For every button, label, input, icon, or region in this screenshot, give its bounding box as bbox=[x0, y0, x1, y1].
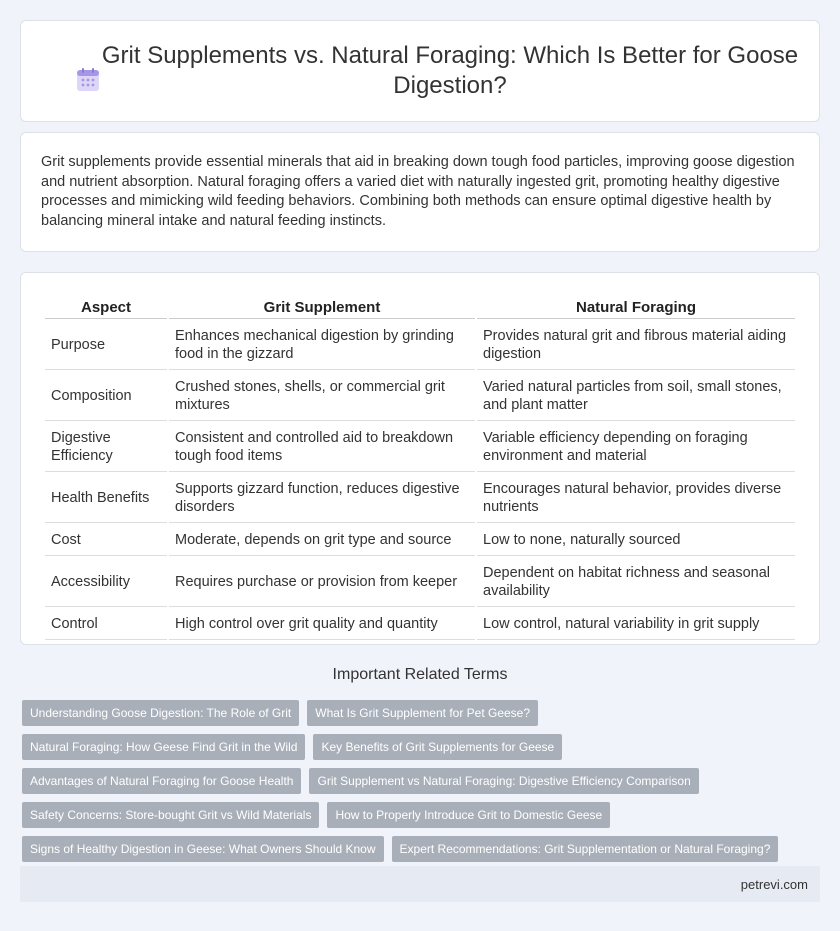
column-header-natural-foraging: Natural Foraging bbox=[477, 295, 795, 319]
row-grit-value: High control over grit quality and quantity bbox=[169, 609, 475, 640]
row-aspect: Control bbox=[45, 609, 167, 640]
calendar-icon bbox=[75, 67, 101, 93]
row-grit-value: Crushed stones, shells, or commercial grit mixtures bbox=[169, 372, 475, 421]
related-term-tag[interactable]: Key Benefits of Grit Supplements for Geese bbox=[313, 734, 562, 760]
row-foraging-value: Encourages natural behavior, provides diverse nutrients bbox=[477, 474, 795, 523]
intro-card bbox=[20, 132, 820, 252]
related-term-tag[interactable]: Safety Concerns: Store-bought Grit vs Wild Materials bbox=[22, 802, 319, 828]
column-header-aspect: Aspect bbox=[45, 295, 167, 319]
row-grit-value: Requires purchase or provision from keeper bbox=[169, 558, 475, 607]
related-terms-heading: Important Related Terms bbox=[332, 666, 508, 683]
row-foraging-value: Dependent on habitat richness and seasonal availability bbox=[477, 558, 795, 607]
row-grit-value: Supports gizzard function, reduces digestive disorders bbox=[169, 474, 475, 523]
row-aspect: Health Benefits bbox=[45, 474, 167, 523]
row-grit-value: Moderate, depends on grit type and source bbox=[169, 525, 475, 556]
related-term-tag[interactable]: Natural Foraging: How Geese Find Grit in the Wild bbox=[22, 734, 305, 760]
row-foraging-value: Low to none, naturally sourced bbox=[477, 525, 795, 556]
table-row bbox=[45, 321, 795, 370]
footer-site-link[interactable]: petrevi.com bbox=[740, 877, 808, 892]
table-row bbox=[45, 525, 795, 556]
row-foraging-value: Variable efficiency depending on foraging environment and material bbox=[477, 423, 795, 472]
related-term-tag[interactable]: How to Properly Introduce Grit to Domestic Geese bbox=[327, 802, 610, 828]
page-title: Grit Supplements vs. Natural Foraging: Which Is Better for Goose Digestion? bbox=[101, 42, 799, 99]
intro-paragraph: Grit supplements provide essential minerals that aid in breaking down tough food particles, improving goose digestion and nutrient absorption. Natural foraging offers a varied diet with naturally ingested grit, promoting healthy digestive processes and mimicking wild feeding behaviors. Combining both methods can ensure optimal digestive health by balancing mineral intake and natural feeding instincts. bbox=[41, 154, 795, 229]
table-row bbox=[45, 558, 795, 607]
row-aspect: Cost bbox=[45, 525, 167, 556]
related-term-tag[interactable]: Expert Recommendations: Grit Supplementation or Natural Foraging? bbox=[392, 836, 779, 862]
related-term-tag[interactable]: Advantages of Natural Foraging for Goose Health bbox=[22, 768, 301, 794]
related-term-tag[interactable]: Understanding Goose Digestion: The Role of Grit bbox=[22, 700, 299, 726]
table-row bbox=[45, 474, 795, 523]
comparison-table-card bbox=[20, 272, 820, 645]
related-terms-list bbox=[22, 700, 822, 862]
table-row bbox=[45, 423, 795, 472]
row-foraging-value: Provides natural grit and fibrous material aiding digestion bbox=[477, 321, 795, 370]
footer bbox=[20, 866, 820, 902]
table-header-row bbox=[45, 295, 795, 319]
row-foraging-value: Varied natural particles from soil, small stones, and plant matter bbox=[477, 372, 795, 421]
row-grit-value: Consistent and controlled aid to breakdown tough food items bbox=[169, 423, 475, 472]
table-row bbox=[45, 609, 795, 640]
related-term-tag[interactable]: Grit Supplement vs Natural Foraging: Digestive Efficiency Comparison bbox=[309, 768, 698, 794]
title-card bbox=[20, 20, 820, 122]
row-foraging-value: Low control, natural variability in grit supply bbox=[477, 609, 795, 640]
row-aspect: Accessibility bbox=[45, 558, 167, 607]
row-aspect: Digestive Efficiency bbox=[45, 423, 167, 472]
comparison-table bbox=[43, 293, 797, 642]
row-aspect: Composition bbox=[45, 372, 167, 421]
related-term-tag[interactable]: Signs of Healthy Digestion in Geese: What Owners Should Know bbox=[22, 836, 384, 862]
related-term-tag[interactable]: What Is Grit Supplement for Pet Geese? bbox=[307, 700, 538, 726]
row-aspect: Purpose bbox=[45, 321, 167, 370]
column-header-grit-supplement: Grit Supplement bbox=[169, 295, 475, 319]
row-grit-value: Enhances mechanical digestion by grinding food in the gizzard bbox=[169, 321, 475, 370]
table-row bbox=[45, 372, 795, 421]
